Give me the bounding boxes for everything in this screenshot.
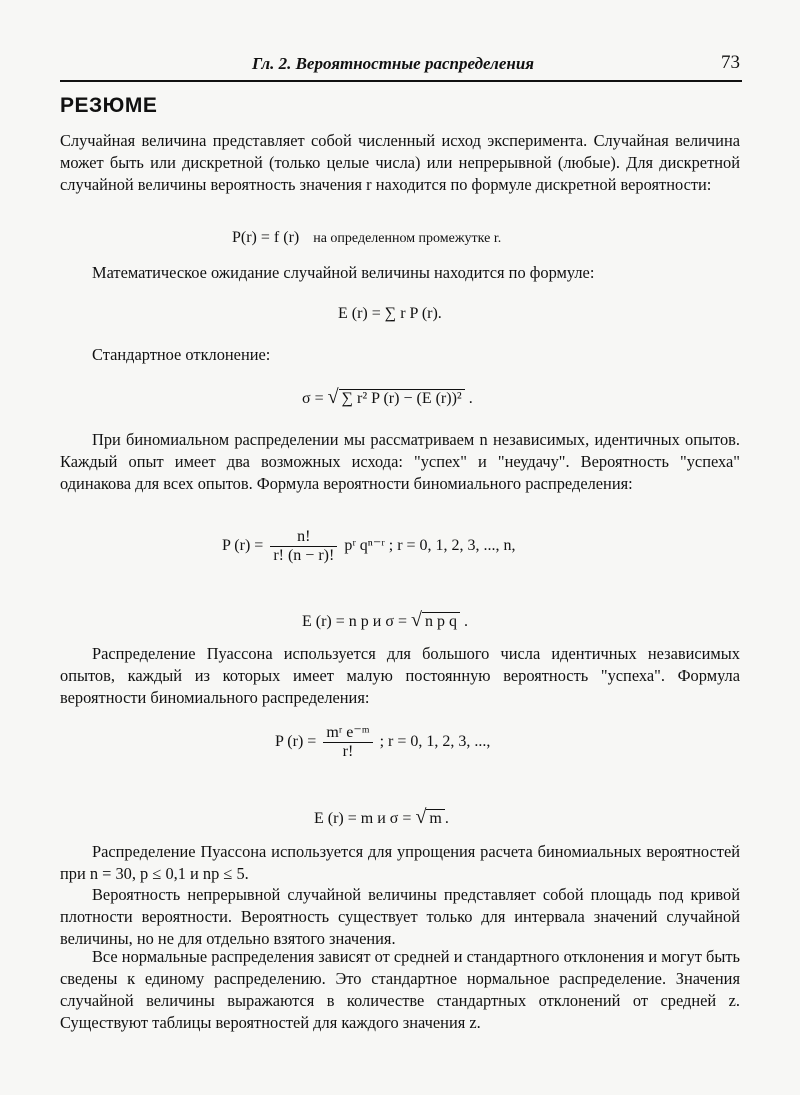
fraction-poisson-denominator: r! — [342, 743, 354, 760]
paragraph-poisson-usage: Распределение Пуассона используется для упрощения расчета биномиальных вероятностей при n = 30, p ≤ 0,1 и np ≤ 5. — [60, 842, 740, 883]
formula-discrete-lhs: P(r) = f (r) — [232, 229, 300, 246]
formula-discrete-note: на определенном промежутке r. — [313, 231, 502, 246]
page-number: 73 — [721, 52, 740, 73]
formula-poisson-rhs: ; r = 0, 1, 2, 3, ..., — [379, 733, 491, 751]
formula-discrete-probability — [232, 229, 501, 247]
sqrt-sign: √ — [411, 609, 422, 631]
formula-poisson-moments-text: E (r) = m и σ = — [314, 810, 412, 827]
paragraph-std-deviation: Стандартное отклонение: — [92, 345, 271, 364]
formula-sd-end: . — [468, 390, 473, 407]
formula-poisson — [275, 724, 490, 761]
formula-binom-end: . — [463, 613, 468, 630]
formula-poisson-sqrt: m — [426, 809, 444, 828]
formula-sd-radicand: ∑ r² P (r) − (E (r))² — [339, 389, 465, 408]
formula-std-deviation — [302, 386, 473, 409]
fraction-binomial — [270, 528, 337, 565]
sqrt-sign: √ — [327, 386, 339, 408]
fraction-poisson-numerator: mʳ e⁻ᵐ — [323, 724, 372, 743]
fraction-binomial-denominator: r! (n − r)! — [273, 547, 335, 564]
paragraph-random-variable: Случайная величина представляет собой численный исход эксперимента. Случайная величина может быть или дискретной (только целые числа) или непрерывной (любые). Для дискретной случайной величины вероятность значения r находится по формуле дискретной вероятности: — [60, 131, 740, 194]
paragraph-normal: Все нормальные распределения зависят от средней и стандартного отклонения и могут быть сведены к единому распределению. Это стандартное нормальное распределение. Значения случайной величины выражаются в количестве стандартных отклонений от средней z. Существуют таблицы вероятностей для каждого значения z. — [60, 947, 740, 1032]
formula-sd-lhs: σ = — [302, 390, 324, 407]
formula-poisson-lhs: P (r) = — [275, 733, 317, 751]
fraction-poisson — [323, 724, 372, 761]
formula-binom-rhs: pʳ qⁿ⁻ʳ ; r = 0, 1, 2, 3, ..., n, — [344, 537, 516, 555]
formula-binomial-moments — [302, 609, 468, 632]
page-header — [60, 52, 742, 82]
formula-binom-lhs: P (r) = — [222, 537, 264, 555]
fraction-binomial-numerator: n! — [270, 528, 337, 547]
formula-poisson-end: . — [444, 810, 449, 827]
running-title: Гл. 2. Вероятностные распределения — [252, 54, 535, 73]
formula-poisson-moments — [314, 806, 449, 829]
paragraph-poisson: Распределение Пуассона используется для большого числа идентичных независимых опытов, каждый из которых имеет малую постоянную вероятность "успеха". Формула вероятности биномиального распределения: — [60, 644, 740, 707]
formula-binom-sqrt: n p q — [422, 612, 460, 631]
formula-binom-moments: E (r) = n p и σ = — [302, 613, 407, 630]
formula-binomial — [222, 528, 516, 565]
sqrt-sign: √ — [415, 806, 427, 828]
paragraph-binomial: При биномиальном распределении мы рассматриваем n независимых, идентичных опытов. Каждый опыт имеет два возможных исхода: "успех" и "неудачу". Вероятность "успеха" одинакова для всех опытов. Формула вероятности биномиального распределения: — [60, 430, 740, 493]
section-title: РЕЗЮМЕ — [60, 94, 158, 117]
formula-expectation: E (r) = ∑ r P (r). — [338, 305, 442, 322]
paragraph-expectation: Математическое ожидание случайной величины находится по формуле: — [92, 263, 595, 282]
paragraph-continuous: Вероятность непрерывной случайной величины представляет собой площадь под кривой плотности вероятности. Вероятность существует только для интервала значений случайной величины, но не для отдельно взятого значения. — [60, 885, 740, 948]
